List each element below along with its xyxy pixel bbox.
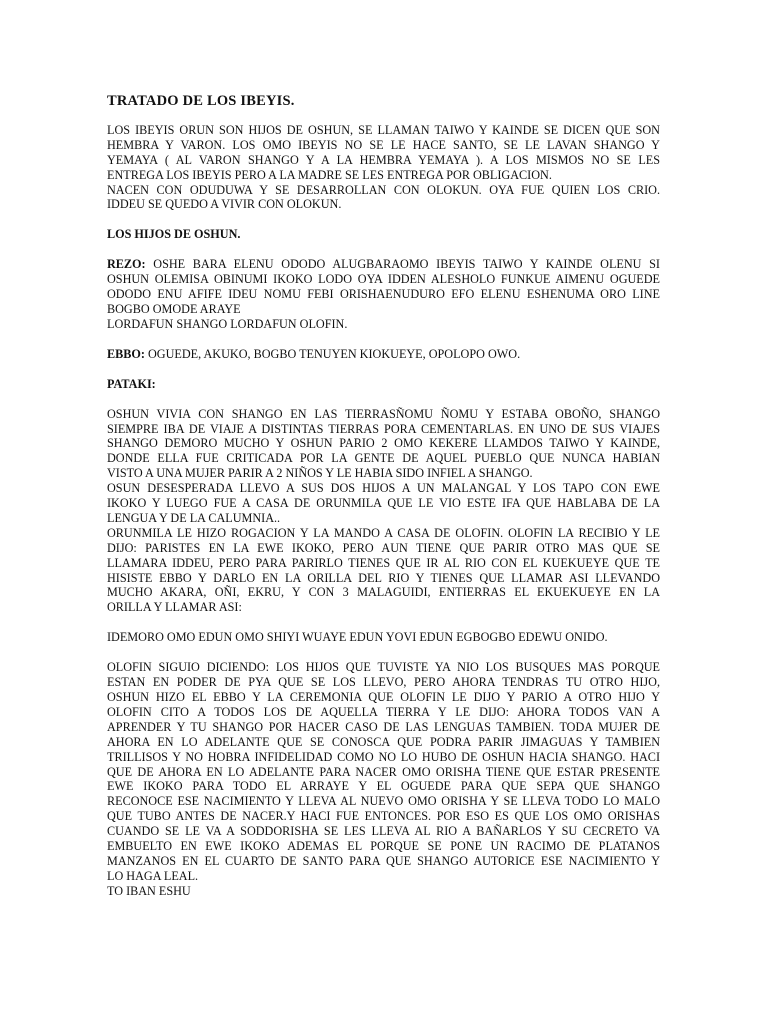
pataki-line: IKOKO Y LUEGO FUE A CASA DE ORUNMILA QUE LE VIO ESTE IFA QUE HABLABA DE LA [107, 496, 660, 511]
pataki-line: CUANDO SE LE VA A SODDORISHA SE LES LLEVA AL RIO A BAÑARLOS Y SU CECRETO VA [107, 824, 660, 839]
chant-paragraph [107, 630, 660, 645]
rezo-line: OSHUN OLEMISA OBINUMI IKOKO LODO OYA IDDEN ALESHOLO FUNKUE AIMENU OGUEDE [107, 272, 660, 287]
pataki-line: ESTAN EN PODER DE PYA QUE SE LOS LLEVO, PERO AHORA TENDRAS TU OTRO HIJO, [107, 675, 660, 690]
pataki-paragraph-2 [107, 660, 660, 899]
pataki-line: EMBUELTO EN EWE IKOKO ADEMAS EL PORQUE SE PONE UN RACIMO DE PLATANOS [107, 839, 660, 854]
document-page [107, 94, 660, 899]
intro-line: YEMAYA ( AL VARON SHANGO Y A LA HEMBRA YEMAYA ). A LOS MISMOS NO SE LES [107, 152, 660, 167]
pataki-line: LENGUA Y DE LA CALUMNIA.. [107, 510, 281, 525]
pataki-line: SIEMPRE IBA DE VIAJE A DISTINTAS TIERRAS PORA CEMENTARLAS. EN UNO DE SUS VIAJES [107, 421, 660, 436]
pataki-line: VISTO A UNA MUJER PARIR A 2 NIÑOS Y LE HABIA SIDO INFIEL A SHANGO. [107, 466, 533, 481]
pataki-line: DONDE ELLA FUE CRITICADA POR LA GENTE DE AQUEL PUEBLO QUE NUNCA HABIAN [107, 451, 660, 466]
pataki-line: LLAMARA IDDEU, PERO PARA PARIRLO TIENES QUE IR AL RIO CON EL KUEKUEYE QUE TE [107, 555, 660, 570]
pataki-line: OSUN DESESPERADA LLEVO A SUS DOS HIJOS A UN MALANGAL Y LOS TAPO CON EWE [107, 481, 660, 496]
rezo-line: ODODO ENU AFIFE IDEU NOMU FEBI ORISHAENUDURO EFO ELENU ESHENUMA ORO LINE [107, 287, 660, 302]
pataki-line: HISISTE EBBO Y DARLO EN LA ORILLA DEL RIO Y TIENES QUE LLAMAR ASI LLEVANDO [107, 570, 660, 585]
pataki-line: ORILLA Y LLAMAR ASI: [107, 600, 242, 615]
pataki-line: DIJO: PARISTES EN LA EWE IKOKO, PERO AUN TIENE QUE PARIR OTRO MAS QUE SE [107, 540, 660, 555]
pataki-line: SHANGO DEMORO MUCHO Y OSHUN PARIO 2 OMO KEKERE LLAMDOS TAIWO Y KAINDE, [107, 436, 660, 451]
rezo-line: LORDAFUN SHANGO LORDAFUN OLOFIN. [107, 316, 348, 331]
intro-line: IDDEU SE QUEDO A VIVIR CON OLOKUN. [107, 197, 342, 212]
pataki-heading: PATAKI: [107, 376, 156, 391]
ebbo-label: EBBO: [107, 346, 145, 361]
intro-line: NACEN CON ODUDUWA Y SE DESARROLLAN CON OLOKUN. OYA FUE QUIEN LOS CRIO. [107, 182, 660, 197]
pataki-paragraph-1 [107, 407, 660, 616]
rezo-line: BOGBO OMODE ARAYE [107, 301, 241, 316]
intro-line: ENTREGA LOS IBEYIS PERO A LA MADRE SE LES ENTREGA POR OBLIGACION. [107, 167, 552, 182]
pataki-line: EWE IKOKO PARA TODO EL ARRAYE Y EL OGUEDE PARA QUE SEPA QUE SHANGO [107, 779, 660, 794]
pataki-line: TO IBAN ESHU [107, 883, 191, 898]
rezo-text: OSHE BARA ELENU ODODO ALUGBARAOMO IBEYIS TAIWO Y KAINDE OLENU SI [145, 257, 660, 272]
rezo-paragraph [107, 257, 660, 332]
pataki-line: LO HAGA LEAL. [107, 868, 199, 883]
pataki-line: AHORA EN LO ADELANTE QUE SE CONOSCA QUE PODRA PARIR JIMAGUAS Y TAMBIEN [107, 734, 660, 749]
rezo-label: REZO: [107, 257, 146, 272]
ebbo-paragraph [107, 347, 660, 362]
pataki-line: OSHUN VIVIA CON SHANGO EN LAS TIERRASÑOMU ÑOMU Y ESTABA OBOÑO, SHANGO [107, 406, 660, 421]
pataki-line: APRENDER Y TU SHANGO POR HACER CASO DE LAS LENGUAS TAMBIEN. TODA MUJER DE [107, 719, 660, 734]
pataki-line: RECONOCE ESE NACIMIENTO Y LLEVA AL NUEVO OMO ORISHA Y SE LLEVA TODO LO MALO [107, 794, 660, 809]
pataki-line: MUCHO AKARA, OÑI, EKRU, Y CON 3 MALAGUIDI, ENTIERRAS EL EKUEKUEYE EN LA [107, 585, 660, 600]
pataki-line: MANZANOS EN EL CUARTO DE SANTO PARA QUE SHANGO AUTORICE ESE NACIMIENTO Y [107, 853, 660, 868]
pataki-line: OLOFIN SIGUIO DICIENDO: LOS HIJOS QUE TUVISTE YA NIO LOS BUSQUES MAS PORQUE [107, 660, 660, 675]
pataki-line: TRILLISOS Y NO HOBRA INFIDELIDAD COMO NO LO HUBO DE OSHUN HACIA SHANGO. HACI [107, 749, 660, 764]
pataki-line: OLOFIN CITO A TODOS LOS DE AQUELLA TIERRA Y LE DIJO: AHORA TODOS VAN A [107, 704, 660, 719]
hijos-heading: LOS HIJOS DE OSHUN. [107, 227, 241, 242]
pataki-line: OSHUN HIZO EL EBBO Y LA CEREMONIA QUE OLOFIN LE DIJO Y PARIO A OTRO HIJO Y [107, 690, 660, 704]
intro-paragraph [107, 123, 660, 212]
intro-line: LOS IBEYIS ORUN SON HIJOS DE OSHUN, SE LLAMAN TAIWO Y KAINDE SE DICEN QUE SON [107, 122, 660, 137]
pataki-line: QUE TUBO ANTES DE NACER.Y HACI FUE ENTONCES. POR ESO ES QUE LOS OMO ORISHAS [107, 809, 660, 824]
pataki-line: ORUNMILA LE HIZO ROGACION Y LA MANDO A CASA DE OLOFIN. OLOFIN LA RECIBIO Y LE [107, 525, 660, 540]
pataki-line: QUE DE AHORA EN LO ADELANTE PARA NACER OMO ORISHA TIENE QUE ESTAR PRESENTE [107, 764, 660, 779]
ebbo-text: OGUEDE, AKUKO, BOGBO TENUYEN KIOKUEYE, OPOLOPO OWO. [144, 346, 521, 361]
intro-line: HEMBRA Y VARON. LOS OMO IBEYIS NO SE LE HACE SANTO, SE LE LAVAN SHANGO Y [107, 137, 660, 152]
chant-line: IDEMORO OMO EDUN OMO SHIYI WUAYE EDUN YOVI EDUN EGBOGBO EDEWU ONIDO. [107, 630, 608, 645]
rezo-line-first [107, 257, 660, 272]
document-title: TRATADO DE LOS IBEYIS. [107, 93, 295, 109]
ebbo-line [107, 347, 660, 362]
